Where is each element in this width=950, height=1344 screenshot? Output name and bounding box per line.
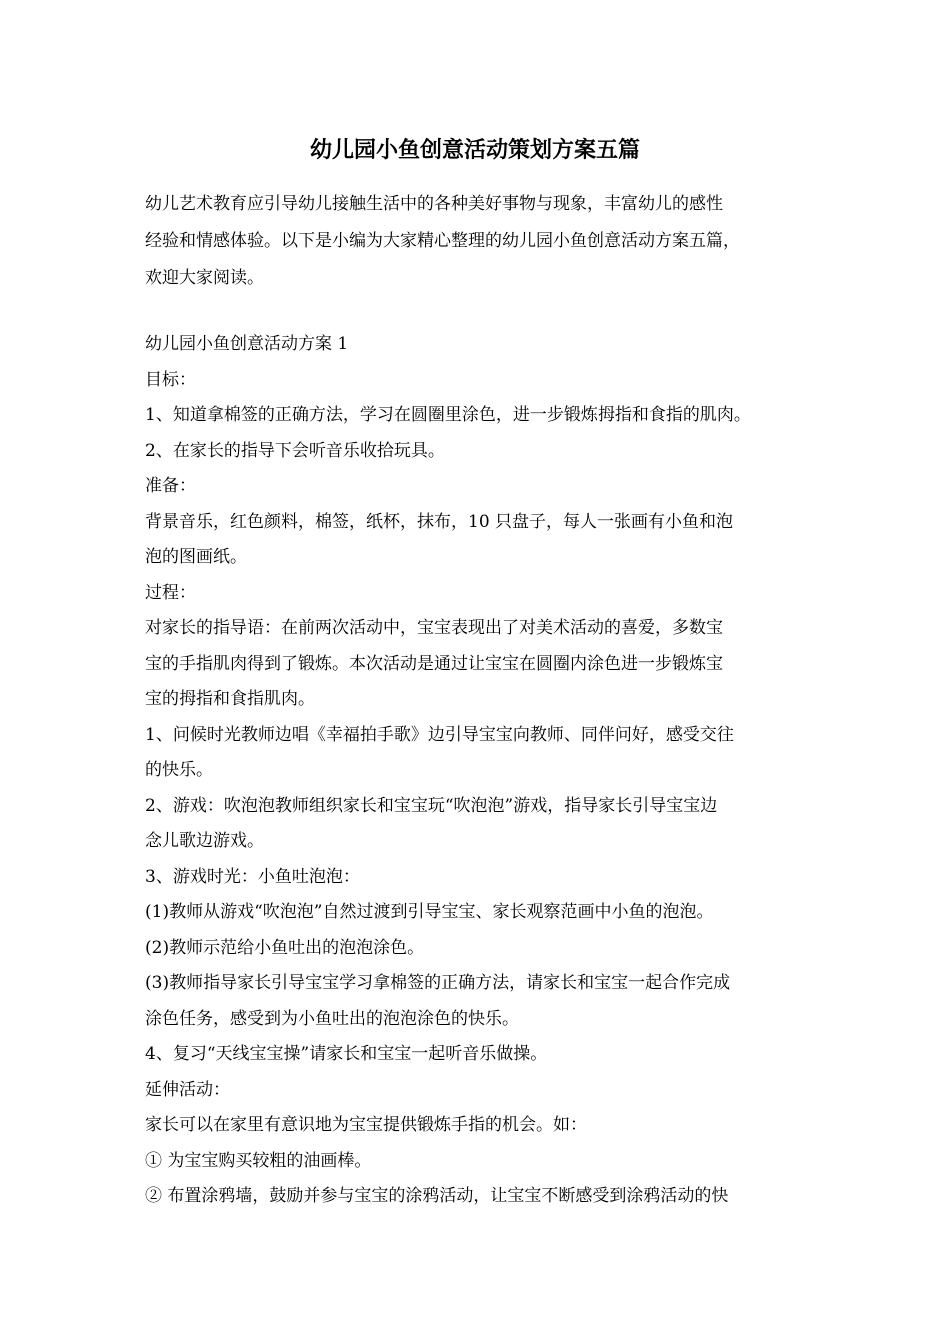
extension-item: ② 布置涂鸦墙，鼓励并参与宝宝的涂鸦活动，让宝宝不断感受到涂鸦活动的快	[145, 1186, 729, 1206]
document-title: 幼儿园小鱼创意活动策划方案五篇	[309, 137, 640, 163]
goal-item: 1、知道拿棉签的正确方法，学习在圆圈里涂色，进一步锻炼拇指和食指的肌肉。	[145, 405, 751, 425]
process-substep: (2)教师示范给小鱼吐出的泡泡涂色。	[145, 937, 425, 958]
preparation-text: 泡的图画纸。	[145, 547, 247, 567]
goals-label: 目标：	[145, 369, 196, 390]
process-step: 2、游戏：吹泡泡教师组织家长和宝宝玩“吹泡泡”游戏，指导家长引导宝宝边	[145, 795, 718, 816]
extension-item: ① 为宝宝购买较粗的油画棒。	[145, 1150, 372, 1171]
preparation-text: 背景音乐，红色颜料，棉签，纸杯，抹布，10 只盘子，每人一张画有小鱼和泡	[145, 511, 734, 532]
guidance-text: 对家长的指导语：在前两次活动中，宝宝表现出了对美术活动的喜爱，多数宝	[145, 618, 723, 638]
process-substep: 涂色任务，感受到为小鱼吐出的泡泡涂色的快乐。	[145, 1008, 519, 1029]
guidance-text: 宝的手指肌肉得到了锻炼。本次活动是通过让宝宝在圆圈内涂色进一步锻炼宝	[145, 653, 723, 674]
guidance-text: 宝的拇指和食指肌肉。	[145, 689, 315, 709]
extension-label: 延伸活动：	[145, 1079, 230, 1100]
goal-item: 2、在家长的指导下会听音乐收拾玩具。	[145, 440, 445, 461]
plan-section-1	[145, 327, 825, 1215]
process-substep: (1)教师从游戏“吹泡泡”自然过渡到引导宝宝、家长观察范画中小鱼的泡泡。	[145, 902, 714, 922]
process-step: 1、问候时光教师边唱《幸福拍手歌》边引导宝宝向教师、同伴问好，感受交往	[145, 724, 734, 745]
process-step: 念儿歌边游戏。	[145, 831, 264, 851]
section-heading: 幼儿园小鱼创意活动方案 1	[145, 334, 349, 354]
intro-line: 幼儿艺术教育应引导幼儿接触生活中的各种美好事物与现象，丰富幼儿的感性	[145, 194, 723, 214]
process-substep: (3)教师指导家长引导宝宝学习拿棉签的正确方法，请家长和宝宝一起合作完成	[145, 973, 731, 993]
process-label: 过程：	[145, 582, 196, 603]
intro-line: 经验和情感体验。以下是小编为大家精心整理的幼儿园小鱼创意活动方案五篇，	[145, 231, 740, 251]
process-step: 3、游戏时光：小鱼吐泡泡：	[145, 866, 360, 887]
process-step: 4、复习“天线宝宝操”请家长和宝宝一起听音乐做操。	[145, 1044, 548, 1064]
intro-paragraph	[145, 186, 825, 297]
preparation-label: 准备：	[145, 476, 196, 496]
process-step: 的快乐。	[145, 760, 213, 780]
extension-text: 家长可以在家里有意识地为宝宝提供锻炼手指的机会。如：	[145, 1115, 587, 1135]
intro-line: 欢迎大家阅读。	[145, 268, 264, 288]
